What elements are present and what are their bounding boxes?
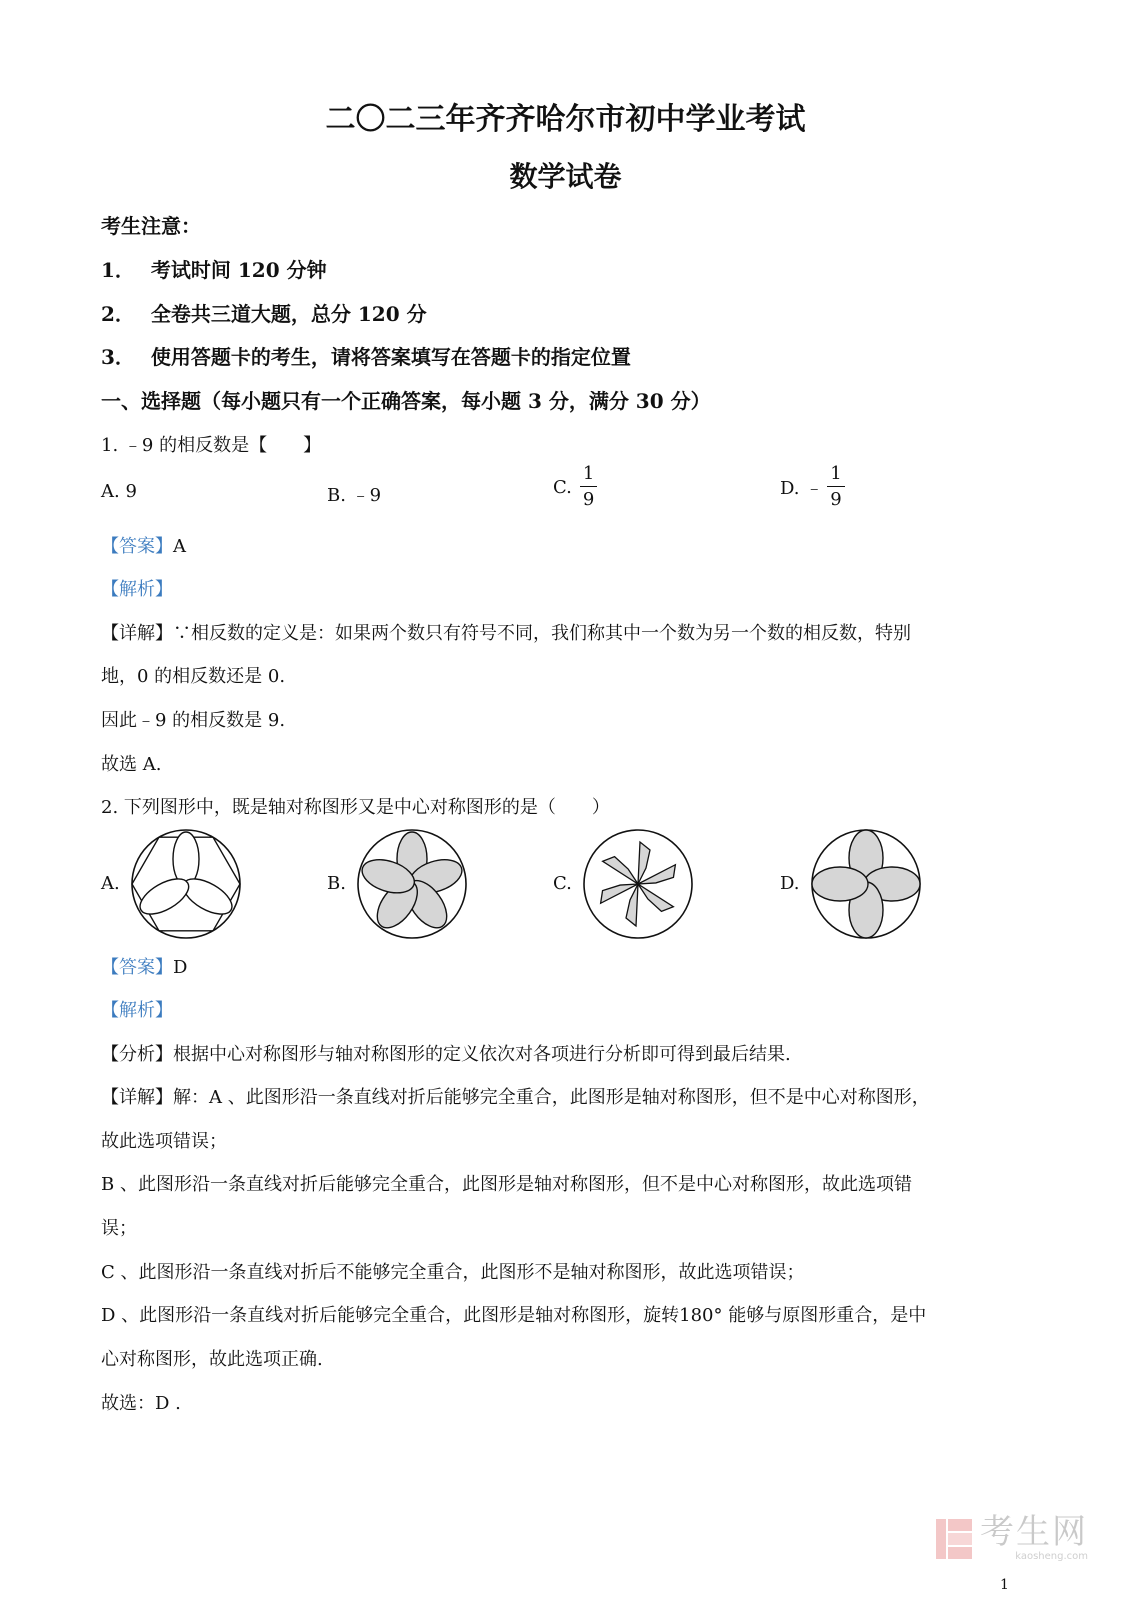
q2-detail-line-4: 误； <box>101 1218 137 1239</box>
answer-tag: 【答案】 <box>101 536 173 557</box>
q2-detail-line-5: C 、此图形沿一条直线对折后不能够完全重合，此图形不是轴对称图形，故此选项错误； <box>101 1262 805 1283</box>
q1-option-b: B. ﹣9 <box>327 485 382 506</box>
paper-subtitle: 数学试卷 <box>509 160 622 193</box>
notice-item-number: 2． <box>101 302 135 326</box>
q1-stem: 1. ﹣9 的相反数是【 】 <box>101 435 322 456</box>
watermark-url: kaosheng.com <box>1015 1551 1088 1562</box>
q2-stem: 2. 下列图形中，既是轴对称图形又是中心对称图形的是（ ） <box>101 797 610 818</box>
q2-detail-line-6: D 、此图形沿一条直线对折后能够完全重合，此图形是轴对称图形，旋转180° 能够与原图形重合，是中 <box>101 1305 927 1326</box>
q2-option-d-label: D. <box>780 873 800 894</box>
q1-conclusion: 故选 A. <box>101 754 162 775</box>
q2-analysis: 【分析】根据中心对称图形与轴对称图形的定义依次对各项进行分析即可得到最后结果. <box>101 1044 791 1065</box>
q2-detail-line-3: B 、此图形沿一条直线对折后能够完全重合，此图形是轴对称图形，但不是中心对称图形，故此选项错 <box>101 1174 912 1195</box>
notice-item-text: 使用答题卡的考生，请将答案填写在答题卡的指定位置 <box>150 345 631 369</box>
q2-option-a-label: A. <box>101 873 120 894</box>
notice-heading: 考生注意： <box>101 214 201 238</box>
watermark-name: 考生网 <box>980 1512 1088 1552</box>
page-number: 1 <box>1000 1577 1009 1593</box>
notice-item-text: 全卷共三道大题，总分 120 分 <box>150 302 427 326</box>
q2-option-c-label: C. <box>553 873 572 894</box>
answer-tag: 【答案】 <box>101 957 173 978</box>
fraction-denominator: 9 <box>830 489 842 510</box>
q1-option-c-fraction <box>580 465 597 509</box>
notice-item-1 <box>101 254 327 283</box>
q1-answer <box>101 532 186 558</box>
q1-option-c <box>553 465 597 509</box>
answer-value: A <box>173 536 186 557</box>
q2-conclusion: 故选：D . <box>101 1393 181 1414</box>
q2-figure-a <box>130 828 242 940</box>
q2-figure-c <box>582 828 694 940</box>
notice-item-number: 1． <box>101 258 135 282</box>
q2-figure-d <box>810 828 922 940</box>
q2-detail-line-7: 心对称图形，故此选项正确. <box>101 1349 323 1370</box>
watermark <box>934 1512 1088 1562</box>
q2-detail-line-2: 故此选项错误； <box>101 1131 227 1152</box>
fraction-numerator: 1 <box>580 465 597 487</box>
q1-detail-line-2: 地，0 的相反数还是 0. <box>101 666 286 687</box>
q2-answer <box>101 953 187 979</box>
q1-option-a: A. 9 <box>101 481 137 502</box>
q1-option-d-label: D. ﹣ <box>780 478 824 499</box>
q1-detail-line-1: 【详解】∵相反数的定义是：如果两个数只有符号不同，我们称其中一个数为另一个数的相反数，特别 <box>101 623 911 644</box>
notice-item-3 <box>101 341 631 370</box>
exam-title: 二〇二三年齐齐哈尔市初中学业考试 <box>325 102 806 137</box>
q1-option-d-fraction <box>827 465 844 509</box>
answer-value: D <box>173 957 188 978</box>
notice-item-number: 3． <box>101 345 135 369</box>
q2-option-b-label: B. <box>327 873 346 894</box>
q1-option-c-label: C. <box>553 476 572 498</box>
notice-item-text: 考试时间 120 分钟 <box>150 258 327 282</box>
fraction-denominator: 9 <box>582 489 595 510</box>
q2-detail-line-1: 【详解】解：A 、此图形沿一条直线对折后能够完全重合，此图形是轴对称图形，但不是中心对称图形， <box>101 1087 930 1108</box>
watermark-logo-icon <box>934 1517 974 1561</box>
notice-item-2 <box>101 298 427 327</box>
q1-analysis-tag: 【解析】 <box>101 579 173 600</box>
section-heading: 一、选择题（每小题只有一个正确答案，每小题 3 分，满分 30 分） <box>101 389 711 413</box>
q1-option-d <box>780 465 845 509</box>
q1-detail-line-3: 因此﹣9 的相反数是 9. <box>101 710 286 731</box>
q2-figure-b <box>356 828 468 940</box>
q2-analysis-tag: 【解析】 <box>101 1000 173 1021</box>
fraction-numerator: 1 <box>827 465 844 487</box>
